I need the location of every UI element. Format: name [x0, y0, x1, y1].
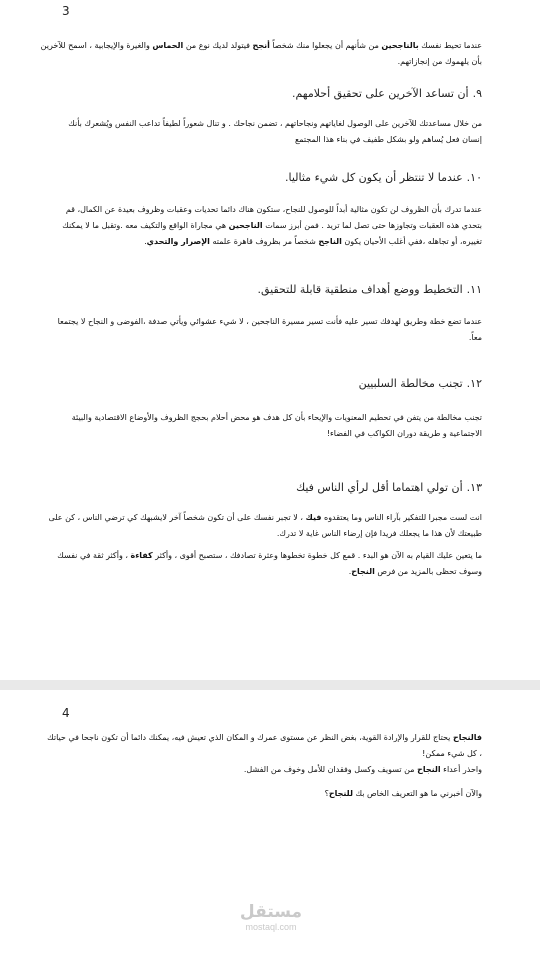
intro-line-2: بأن يلهموك من إنجازاتهم.	[397, 57, 482, 66]
heading-number: ١٣.	[466, 481, 482, 494]
heading-title: تجنب مخالطة السلبيين	[358, 377, 463, 390]
heading-12	[60, 376, 482, 392]
heading-title: عندما لا تنتظر أن يكون كل شيء مثاليا.	[284, 171, 463, 184]
closing-question: والآن أخبرني ما هو التعريف الخاص بك للنجاح؟	[324, 789, 482, 798]
intro-paragraph	[40, 38, 482, 70]
heading-number: ١٢.	[466, 377, 482, 390]
paragraph-11: عندما تضع خطة وطريق لهدفك تسير عليه فأنت تسير مسيرة الناجحين ، لا شيء عشوائي ويأتي صدفة ،الفوضى و النجاح لا يجتمعا معاً.	[57, 317, 482, 342]
heading-number: ١٠.	[466, 171, 482, 184]
heading-number: ٩.	[472, 87, 482, 100]
paragraph-10: عندما تدرك بأن الظروف لن تكون مثالية أبداً للوصول للنجاح، ستكون هناك دائما تحديات وعقبات وظروف بعيدة عن الكمال، قم بتحدي هذه العقبات وتجاوزها حتى تصل لما تريد . فمن أبرز سمات الناجحين هي مجاراة الواقع والتكيف معه .وتقبل ما لا يمكنك تغييره، أو تجاهله ،ففي أغلب الأحيان يكون الناجح شخصاً مر بظروف قاهرة علمته الإصرار والتحدي.	[62, 205, 482, 246]
paragraph-13b: ما يتعين عليك القيام به الآن هو البدء . قمع كل خطوة تخطوها وعثرة تصادفك ، ستصبح أقوى ، وأكثر كفاءة ، وأكثر ثقة في نفسك وسوف تحظى بالمزيد من فرص النجاح.	[57, 551, 482, 576]
paragraph-12: تجنب مخالطة من يتفن في تحطيم المعنويات والإيحاء بأن كل هدف هو محض أحلام بحجج الظروف والأوضاع الاقتصادية والبيئة الاجتماعية و طريقة دوران الكواكب في الفضاء!	[71, 413, 482, 438]
paragraph-13a: انت لست مجبرا للتفكير بآراء الناس وما يعتقدوه فيك ، لا تجبر نفسك على أن تكون شخصاً آخر لايشبهك كي ترضي الناس ، كن على طبيعتك لأن هذا ما يجعلك فريدا فإن إرضاء الناس غاية لا تدرك.	[48, 513, 482, 538]
watermark-arabic: مستقل	[239, 902, 303, 922]
mostaql-watermark-logo	[236, 902, 306, 933]
heading-9	[60, 86, 482, 102]
heading-11	[60, 282, 482, 298]
heading-13	[60, 480, 482, 496]
watermark-latin: mostaql.com	[245, 922, 297, 932]
heading-title: أن تساعد الآخرين على تحقيق أحلامهم.	[291, 87, 469, 100]
heading-title: التخطيط ووضع أهداف منطقية قابلة للتحقيق.	[257, 283, 463, 296]
intro-line-1: عندما تحيط نفسك بالناجحين من شأنهم أن يجعلوا منك شخصاً أنجح فيتولد لديك نوع من الحماس والغيرة والإيجابية ، اسمح للآخرين	[40, 41, 482, 50]
heading-title: أن تولي اهتماما أقل لرأي الناس فيك	[296, 481, 463, 494]
page-number: 3	[62, 4, 70, 18]
heading-number: ١١.	[466, 283, 482, 296]
closing-paragraph: فالنجاح يحتاج للقرار والإرادة القوية، بغض النظر عن مستوى عمرك و المكان الذي تعيش فيه، يمكنك دائما أن تكون ناجحا في حياتك ، كل شيء ممكن! واحذر أعداء النجاح من تسويف وكسل وفقدان للأمل وخوف من الفشل.	[47, 733, 482, 774]
page-number: 4	[62, 706, 70, 720]
heading-10	[60, 170, 482, 186]
paragraph-9: من خلال مساعدتك للآخرين على الوصول لغاياتهم ونجاحاتهم ، تضمن نجاحك . و تنال شعوراً لطيفاً تداعب النفس ويُشعرك بأنك إنسان فعل يُساهم ولو بشكل طفيف في بناء هذا المجتمع	[68, 119, 482, 144]
